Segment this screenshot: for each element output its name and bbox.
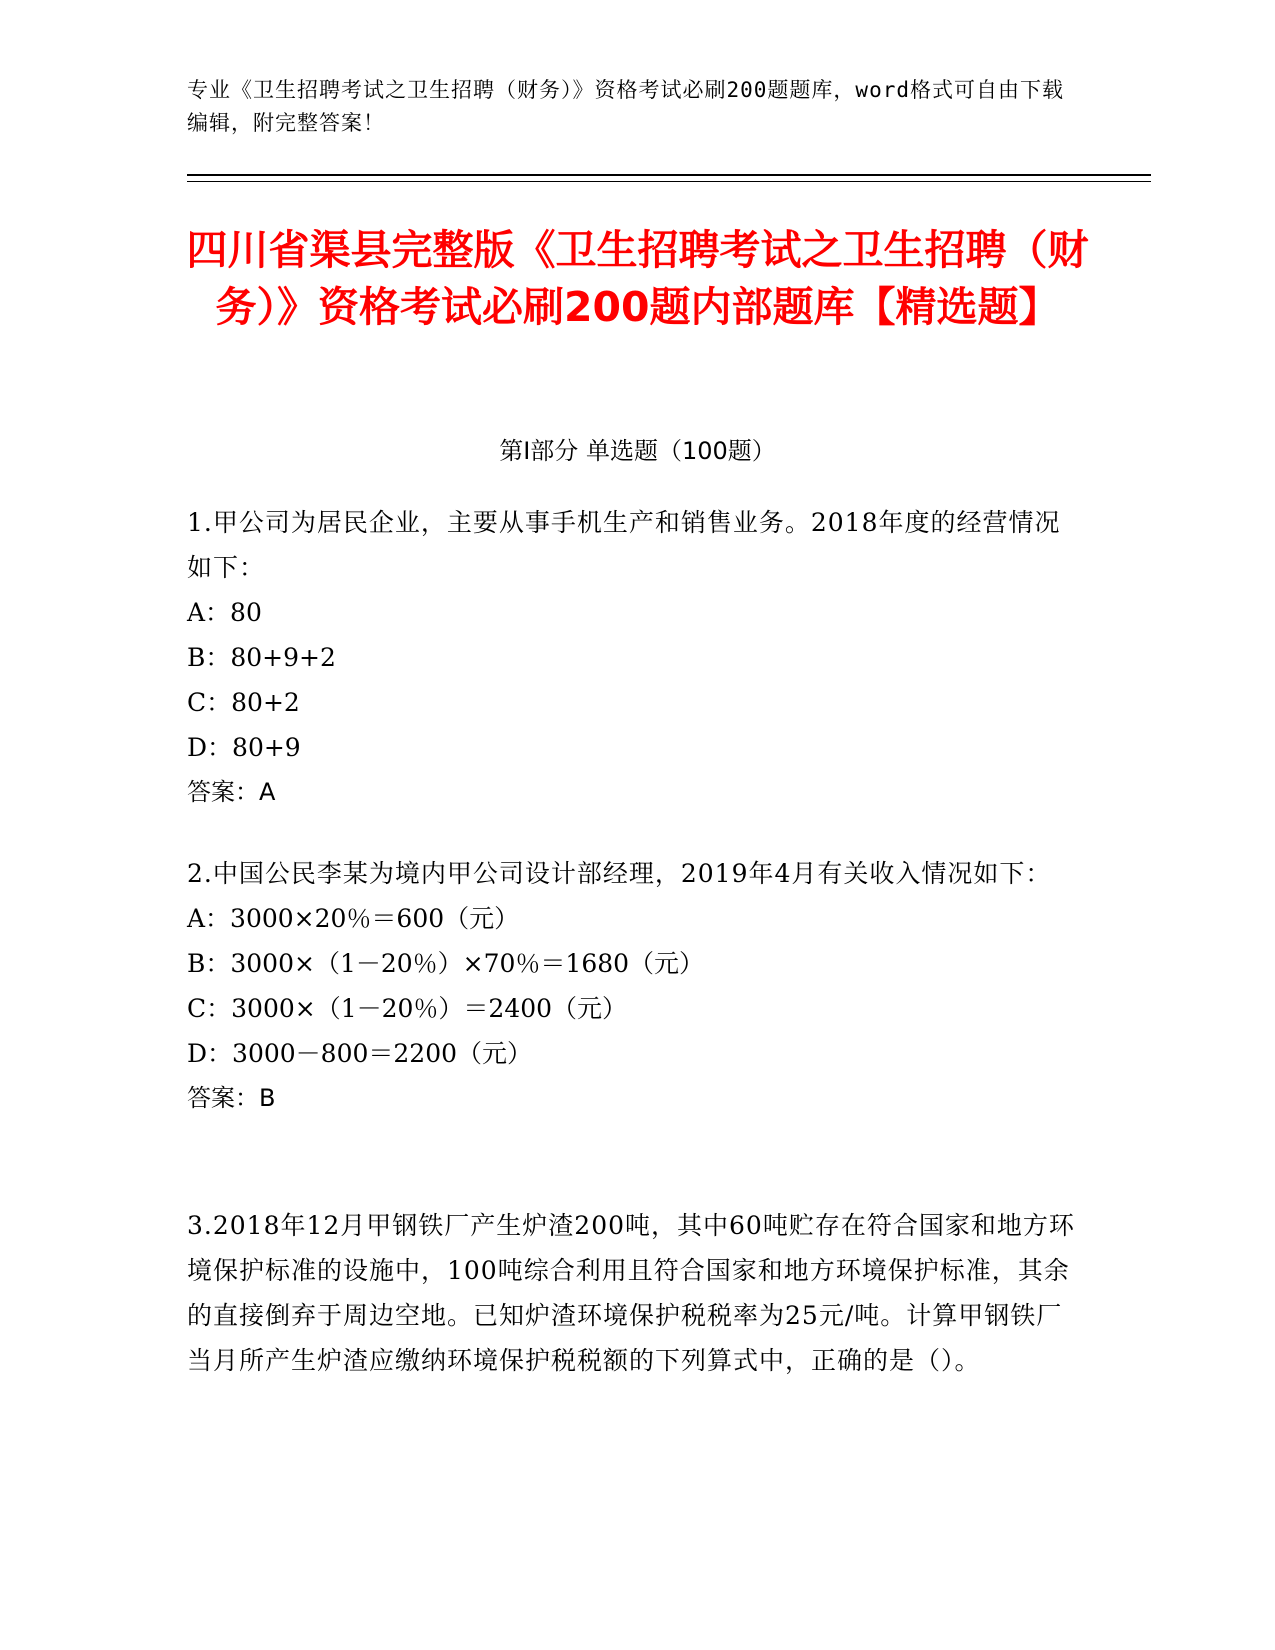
question-2 bbox=[187, 851, 1077, 1121]
answer: 答案：B bbox=[187, 1084, 276, 1112]
question-3 bbox=[187, 1203, 1077, 1383]
option-a: A：3000×20％＝600（元） bbox=[187, 904, 520, 933]
option-d: D：80+9 bbox=[187, 733, 301, 762]
answer: 答案：A bbox=[187, 778, 276, 806]
option-b: B：80+9+2 bbox=[187, 643, 336, 672]
header-rule-thick bbox=[187, 174, 1151, 176]
question-stem: 3.2018年12月甲钢铁厂产生炉渣200吨，其中60吨贮存在符合国家和地方环境保护标准的设施中，100吨综合利用且符合国家和地方环境保护标准，其余的直接倒弃于周边空地。已知炉渣环境保护税税率为25元/吨。计算甲钢铁厂当月所产生炉渣应缴纳环境保护税税额的下列算式中，正确的是（）。 bbox=[187, 1211, 1075, 1375]
option-c: C：80+2 bbox=[187, 688, 300, 717]
option-c: C：3000×（1－20％）＝2400（元） bbox=[187, 994, 628, 1023]
option-b: B：3000×（1－20％）×70％＝1680（元） bbox=[187, 949, 705, 978]
option-a: A：80 bbox=[187, 598, 262, 627]
question-stem: 1.甲公司为居民企业，主要从事手机生产和销售业务。2018年度的经营情况如下： bbox=[187, 508, 1061, 582]
section-heading: 第I部分 单选题（100题） bbox=[499, 437, 776, 465]
question-1 bbox=[187, 500, 1077, 815]
option-d: D：3000－800＝2200（元） bbox=[187, 1039, 533, 1068]
header-note: 专业《卫生招聘考试之卫生招聘（财务）》资格考试必刷200题题库，word格式可自由下载编辑，附完整答案！ bbox=[187, 78, 1064, 135]
header-rule-thin bbox=[187, 181, 1151, 182]
question-stem: 2.中国公民李某为境内甲公司设计部经理，2019年4月有关收入情况如下： bbox=[187, 859, 1052, 888]
document-title: 四川省渠县完整版《卫生招聘考试之卫生招聘（财务）》资格考试必刷200题内部题库【精选题】 bbox=[186, 226, 1089, 331]
